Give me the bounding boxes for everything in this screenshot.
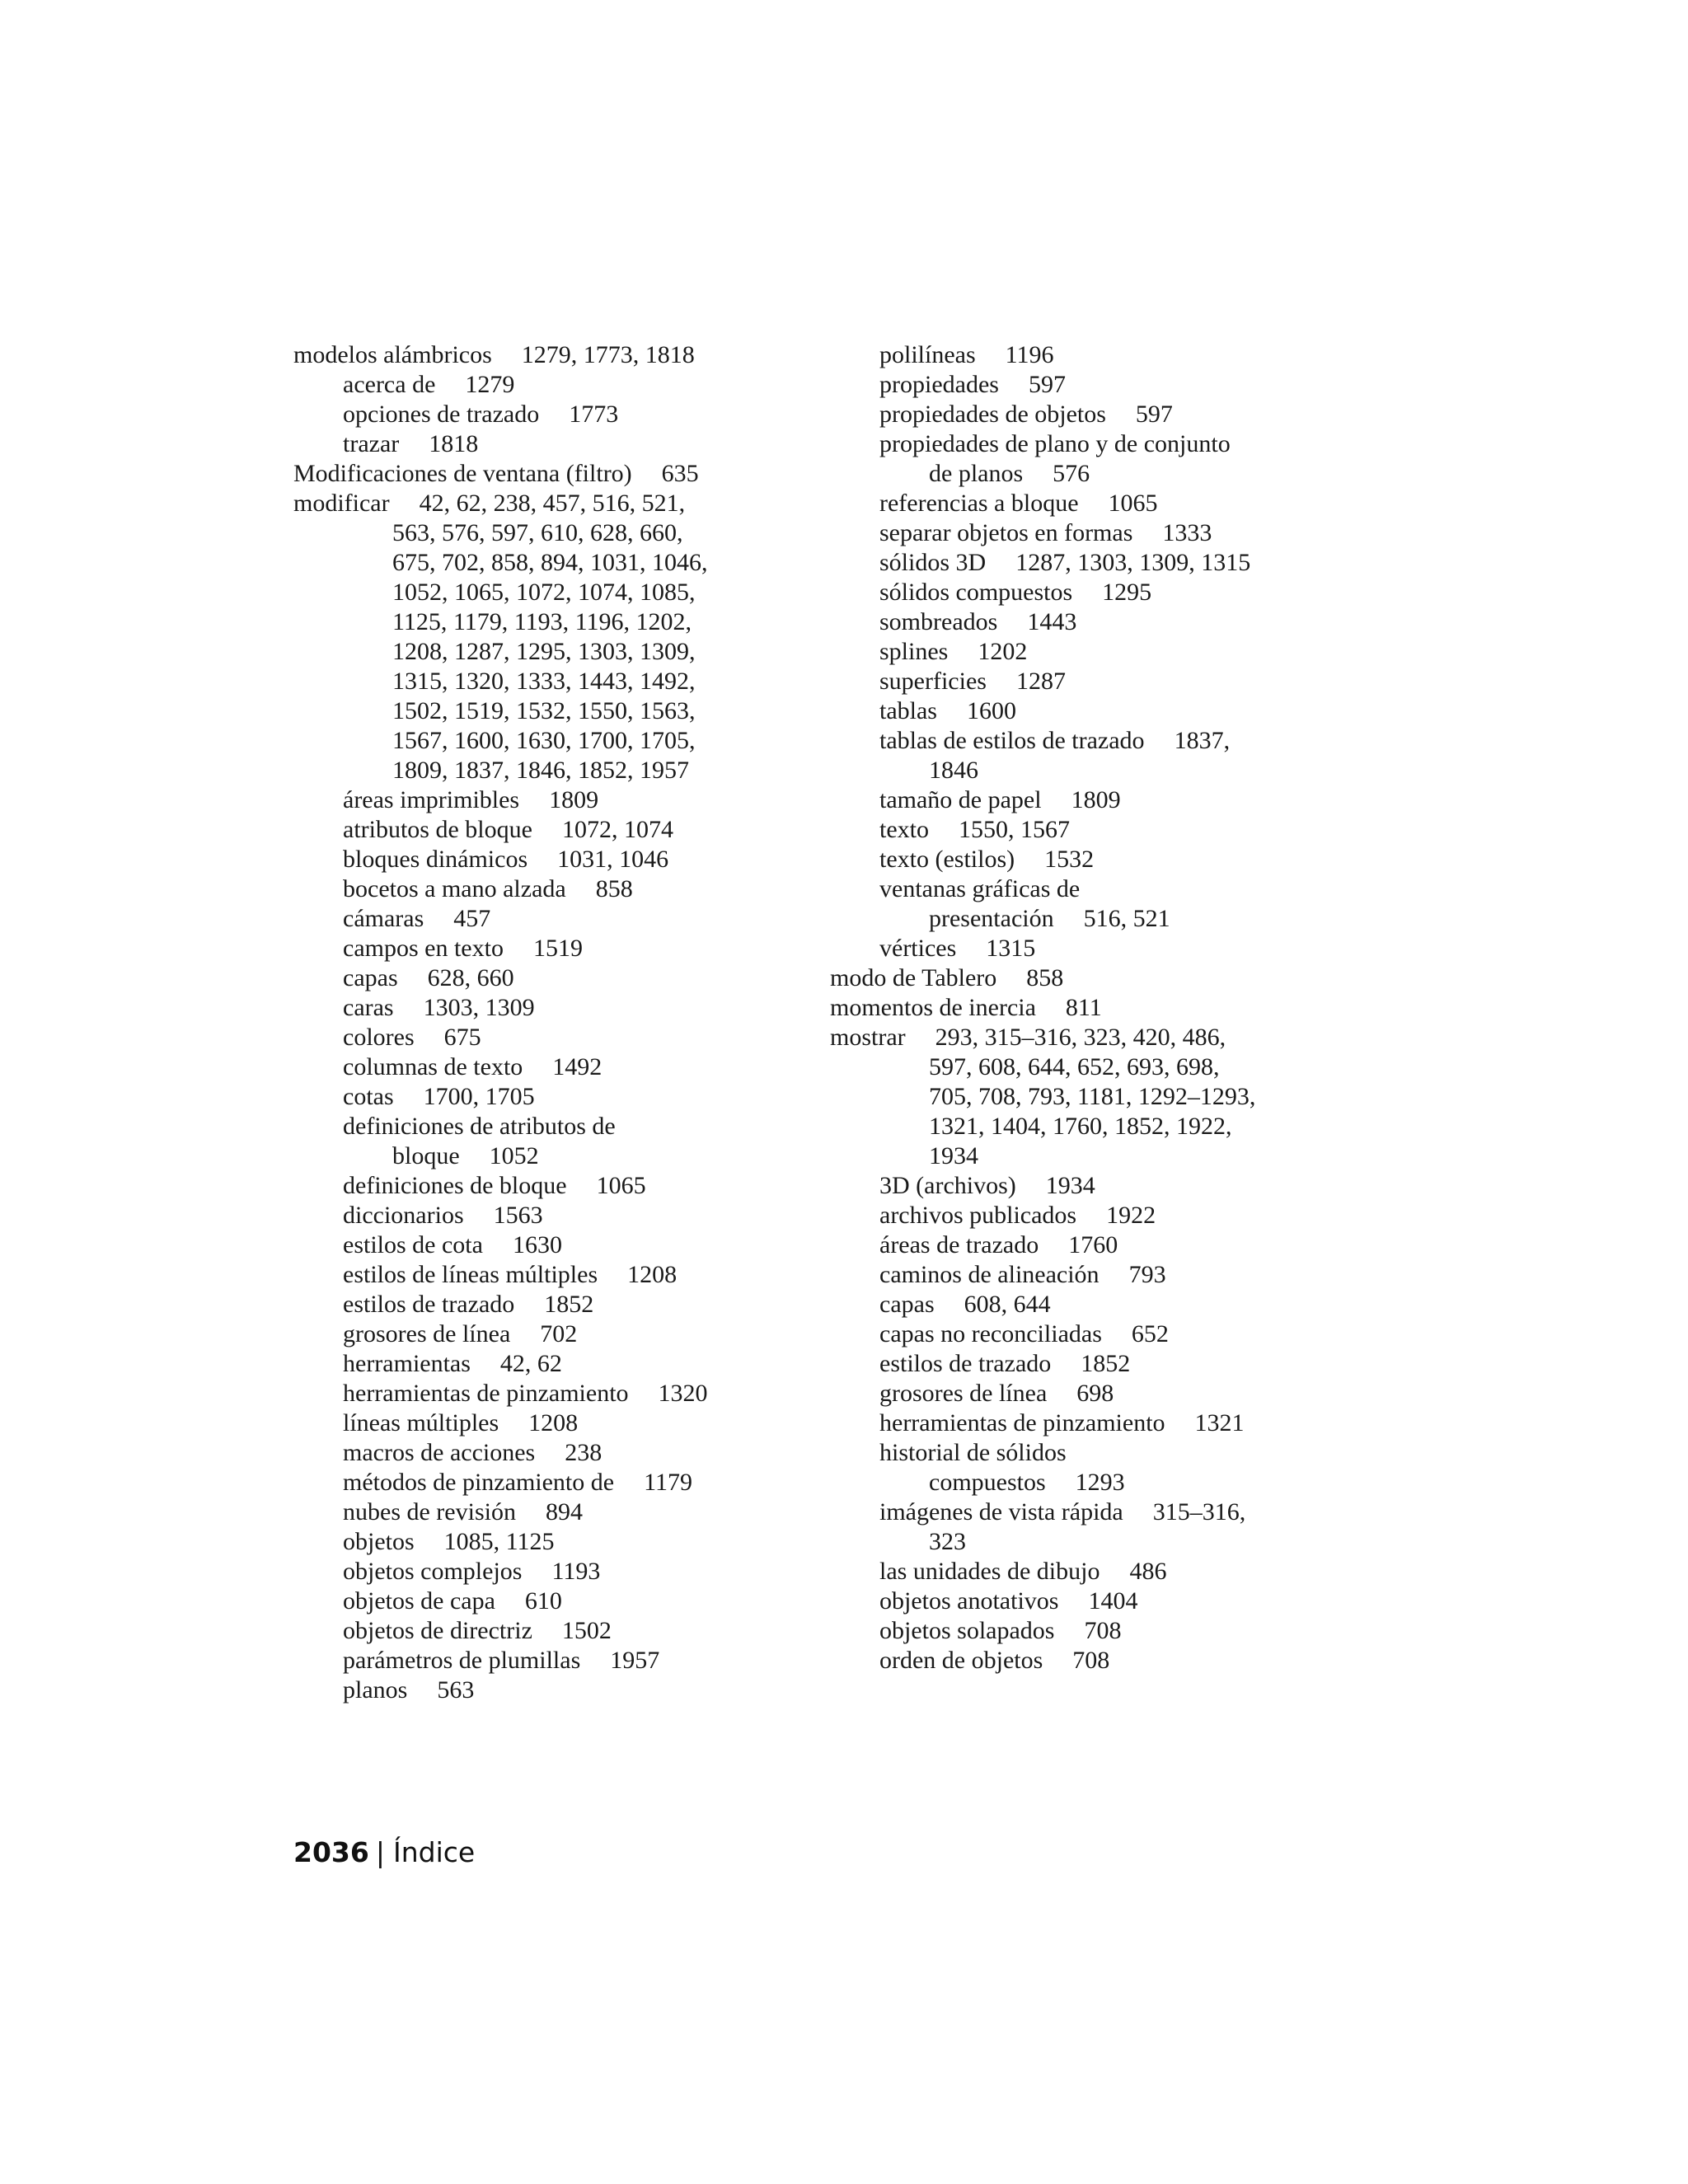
index-page-refs: 1563 [493,1202,543,1229]
index-entry [293,874,804,904]
index-entry [830,667,1357,696]
index-term: propiedades de objetos [879,401,1106,428]
index-term: objetos de capa [343,1587,495,1615]
index-page-refs: 1502 [561,1617,612,1644]
index-entry [293,1408,804,1438]
index-column-right [830,340,1357,1675]
index-page-refs: 1193 [551,1558,601,1585]
index-entry [830,904,1357,934]
index-entry [830,1586,1357,1616]
index-term: sombreados [879,608,998,635]
index-entry [293,1468,804,1497]
index-term: archivos publicados [879,1202,1077,1229]
index-page-refs: 42, 62 [499,1350,562,1377]
index-entry [830,785,1357,815]
index-page-refs: 42, 62, 238, 457, 516, 521, [419,490,686,517]
index-term: colores [343,1024,415,1051]
index-entry [830,1260,1357,1290]
index-term: historial de sólidos [879,1439,1067,1466]
index-page-refs: 293, 315–316, 323, 420, 486, [935,1024,1226,1051]
index-page-refs: 1852 [544,1291,594,1318]
index-entry [830,429,1357,459]
index-entry [293,1260,804,1290]
index-page-refs: 1179 [644,1469,692,1496]
index-term: superficies [879,668,987,695]
index-page-refs: 1279 [465,371,515,398]
index-page-refs: 1630 [512,1231,562,1258]
index-page-refs: 1837, [1174,727,1231,754]
index-term: objetos anotativos [879,1587,1059,1615]
index-page-refs: 1492 [552,1053,603,1080]
index-term: bloque [392,1142,460,1169]
index-entry [293,459,804,489]
index-entry [293,1497,804,1527]
index-term: cámaras [343,905,424,932]
index-entry [293,726,804,756]
index-entry [830,756,1357,785]
index-entry [293,1082,804,1112]
index-page-refs: 1922 [1106,1202,1156,1229]
index-page-refs: 708 [1072,1647,1110,1674]
index-term: líneas múltiples [343,1409,499,1436]
index-page-refs: 1295 [1102,579,1152,606]
index-page-refs: 1320 [658,1380,708,1407]
index-entry [293,400,804,429]
index-page-refs: 1934 [1045,1172,1095,1199]
index-term: orden de objetos [879,1647,1043,1674]
index-entry [293,489,804,518]
index-entry [830,1052,1357,1082]
index-term: estilos de líneas múltiples [343,1261,598,1288]
index-entry [293,518,804,548]
index-entry [293,1112,804,1141]
index-term: definiciones de atributos de [343,1113,616,1140]
index-entry [293,845,804,874]
index-term: trazar [343,430,400,457]
index-term: capas [343,964,398,991]
index-term: áreas de trazado [879,1231,1039,1258]
index-page-refs: 1809 [549,786,599,813]
index-page-refs: 1760 [1068,1231,1118,1258]
index-entry [293,785,804,815]
index-entry [830,1290,1357,1319]
index-page-refs: 315–316, [1152,1498,1246,1526]
index-page-refs: 1085, 1125 [443,1528,555,1555]
index-entry [830,548,1357,578]
index-entry [293,1230,804,1260]
index-entry [830,934,1357,963]
index-entry [830,1349,1357,1379]
index-page-refs: 1773 [569,401,619,428]
index-term: presentación [929,905,1054,932]
index-page-refs: 1287, 1303, 1309, 1315 [1015,549,1251,576]
index-term: texto [879,816,929,843]
index-page-refs: 1072, 1074 [561,816,673,843]
index-term: 1315, 1320, 1333, 1443, 1492, [392,668,696,695]
index-entry [830,1468,1357,1497]
index-entry [830,459,1357,489]
page-footer [293,1836,475,1869]
index-entry [830,607,1357,637]
index-entry [293,607,804,637]
index-entry [293,1290,804,1319]
index-entry [293,815,804,845]
index-column-left [293,340,804,1705]
index-page-refs: 1818 [429,430,479,457]
index-term: bocetos a mano alzada [343,875,566,902]
index-page-refs: 1600 [966,697,1016,724]
index-term: grosores de línea [343,1320,511,1347]
index-entry [830,370,1357,400]
index-term: objetos solapados [879,1617,1055,1644]
index-page-refs: 698 [1076,1380,1114,1407]
index-entry [293,1379,804,1408]
index-entry [830,1171,1357,1201]
index-term: mostrar [830,1024,906,1051]
index-page-refs: 1315 [986,935,1036,962]
index-term: planos [343,1676,408,1704]
index-term: sólidos compuestos [879,579,1073,606]
index-term: 1502, 1519, 1532, 1550, 1563, [392,697,696,724]
index-entry [293,429,804,459]
index-page-refs: 1293 [1075,1469,1125,1496]
index-entry [830,1023,1357,1052]
index-term: nubes de revisión [343,1498,516,1526]
index-page-refs: 858 [1026,964,1064,991]
index-entry [293,1023,804,1052]
index-entry [830,874,1357,904]
index-page-refs: 1052 [489,1142,539,1169]
index-term: 705, 708, 793, 1181, 1292–1293, [929,1083,1256,1110]
index-page-refs: 1532 [1044,846,1095,873]
index-entry [830,1319,1357,1349]
index-page-refs: 1957 [610,1647,660,1674]
index-page-refs: 1550, 1567 [959,816,1070,843]
index-entry [830,1379,1357,1408]
index-entry [293,340,804,370]
index-term: objetos [343,1528,415,1555]
index-entry [293,1052,804,1082]
index-page-refs: 1208 [627,1261,678,1288]
index-entry [830,1408,1357,1438]
index-entry [293,1141,804,1171]
index-term: columnas de texto [343,1053,523,1080]
index-entry [830,1141,1357,1171]
index-term: 1809, 1837, 1846, 1852, 1957 [392,757,689,784]
index-term: objetos complejos [343,1558,523,1585]
index-term: modo de Tablero [830,964,997,991]
index-term: objetos de directriz [343,1617,532,1644]
index-entry [830,963,1357,993]
index-term: cotas [343,1083,394,1110]
index-page-refs: 1852 [1081,1350,1131,1377]
index-term: métodos de pinzamiento de [343,1469,615,1496]
index-page-refs: 1321 [1194,1409,1245,1436]
index-entry [830,489,1357,518]
index-entry [293,1616,804,1646]
index-term: 675, 702, 858, 894, 1031, 1046, [392,549,708,576]
index-entry [293,696,804,726]
index-term: 1208, 1287, 1295, 1303, 1309, [392,638,696,665]
index-entry [293,756,804,785]
index-entry [293,1319,804,1349]
index-page-refs: 608, 644 [964,1291,1051,1318]
index-term: 1321, 1404, 1760, 1852, 1922, [929,1113,1232,1140]
index-term: Modificaciones de ventana (filtro) [293,460,632,487]
index-entry [293,1171,804,1201]
index-entry [830,726,1357,756]
index-term: diccionarios [343,1202,464,1229]
index-term: capas no reconciliadas [879,1320,1102,1347]
index-page-refs: 1208 [528,1409,579,1436]
index-entry [293,934,804,963]
index-entry [293,1438,804,1468]
index-entry [830,400,1357,429]
index-page-refs: 576 [1053,460,1090,487]
index-entry [293,963,804,993]
index-term: modificar [293,490,390,517]
index-entry [830,1497,1357,1527]
index-term: herramientas de pinzamiento [343,1380,629,1407]
index-page-refs: 1065 [596,1172,646,1199]
index-page-refs: 486 [1129,1558,1167,1585]
index-entry [830,1527,1357,1557]
index-entry [293,993,804,1023]
index-page-refs: 652 [1131,1320,1169,1347]
index-page-refs: 457 [453,905,491,932]
index-entry [830,845,1357,874]
index-entry [830,637,1357,667]
index-term: atributos de bloque [343,816,532,843]
index-term: modelos alámbricos [293,341,492,368]
index-term: momentos de inercia [830,994,1036,1021]
index-entry [830,1082,1357,1112]
index-term: splines [879,638,949,665]
index-page-refs: 563 [437,1676,475,1704]
index-entry [830,1438,1357,1468]
index-term: capas [879,1291,935,1318]
index-term: compuestos [929,1469,1046,1496]
page-number: 2036 [293,1836,369,1868]
index-entry [293,1586,804,1616]
index-entry [830,993,1357,1023]
index-entry [830,1616,1357,1646]
index-entry [293,1646,804,1675]
index-page-refs: 610 [524,1587,562,1615]
index-term: opciones de trazado [343,401,540,428]
index-term: estilos de cota [343,1231,483,1258]
index-term: grosores de línea [879,1380,1048,1407]
index-page-refs: 894 [545,1498,583,1526]
footer-separator: | [375,1836,385,1868]
index-term: 323 [929,1528,966,1555]
index-term: 563, 576, 597, 610, 628, 660, [392,519,683,546]
index-page-refs: 597 [1135,401,1173,428]
index-term: sólidos 3D [879,549,987,576]
index-term: 1567, 1600, 1630, 1700, 1705, [392,727,696,754]
index-page-refs: 1279, 1773, 1818 [521,341,695,368]
index-page-refs: 1333 [1162,519,1212,546]
index-term: 597, 608, 644, 652, 693, 698, [929,1053,1220,1080]
index-term: 3D (archivos) [879,1172,1016,1199]
index-term: referencias a bloque [879,490,1079,517]
index-term: campos en texto [343,935,504,962]
index-term: estilos de trazado [343,1291,515,1318]
index-term: acerca de [343,371,436,398]
index-entry [830,578,1357,607]
index-entry [293,370,804,400]
index-term: caras [343,994,394,1021]
index-page-refs: 238 [565,1439,603,1466]
index-page-refs: 1809 [1071,786,1121,813]
index-entry [293,1675,804,1705]
index-entry [293,1527,804,1557]
index-entry [293,1349,804,1379]
index-entry [830,1646,1357,1675]
index-page-refs: 858 [595,875,633,902]
index-page-refs: 1287 [1015,668,1066,695]
index-page-refs: 1519 [532,935,583,962]
index-page-refs: 1196 [1005,341,1054,368]
index-term: vértices [879,935,957,962]
index-term: tablas de estilos de trazado [879,727,1145,754]
index-page-refs: 1303, 1309 [423,994,535,1021]
index-page-refs: 702 [540,1320,578,1347]
index-entry [830,815,1357,845]
index-entry [830,518,1357,548]
index-term: herramientas de pinzamiento [879,1409,1165,1436]
index-entry [830,1112,1357,1141]
index-term: ventanas gráficas de [879,875,1081,902]
index-entry [293,548,804,578]
index-term: 1934 [929,1142,978,1169]
index-term: 1125, 1179, 1193, 1196, 1202, [392,608,692,635]
index-entry [830,1557,1357,1586]
index-entry [293,904,804,934]
index-term: de planos [929,460,1024,487]
index-term: herramientas [343,1350,471,1377]
index-term: tablas [879,697,937,724]
index-term: 1052, 1065, 1072, 1074, 1085, [392,579,696,606]
index-page-refs: 675 [443,1024,481,1051]
index-term: áreas imprimibles [343,786,520,813]
index-term: 1846 [929,757,978,784]
index-entry [830,696,1357,726]
index-page-refs: 1700, 1705 [423,1083,535,1110]
index-page-refs: 516, 521 [1083,905,1170,932]
index-term: parámetros de plumillas [343,1647,581,1674]
index-term: las unidades de dibujo [879,1558,1100,1585]
index-entry [293,1201,804,1230]
index-page-refs: 628, 660 [427,964,514,991]
section-title: Índice [392,1836,476,1868]
index-entry [293,637,804,667]
index-entry [830,340,1357,370]
index-entry [293,578,804,607]
index-term: propiedades [879,371,999,398]
index-page-refs: 1443 [1027,608,1077,635]
index-term: imágenes de vista rápida [879,1498,1123,1526]
index-entry [293,1557,804,1586]
index-entry [293,667,804,696]
index-page-refs: 1065 [1108,490,1158,517]
index-term: bloques dinámicos [343,846,528,873]
index-page-refs: 1404 [1088,1587,1138,1615]
index-term: tamaño de papel [879,786,1042,813]
index-term: macros de acciones [343,1439,536,1466]
index-term: propiedades de plano y de conjunto [879,430,1231,457]
index-page-refs: 708 [1084,1617,1122,1644]
index-term: definiciones de bloque [343,1172,567,1199]
index-entry [830,1230,1357,1260]
index-page-refs: 811 [1065,994,1102,1021]
index-page-refs: 1031, 1046 [557,846,669,873]
index-term: polilíneas [879,341,976,368]
index-term: texto (estilos) [879,846,1015,873]
index-page-refs: 1202 [978,638,1028,665]
index-term: caminos de alineación [879,1261,1100,1288]
index-entry [830,1201,1357,1230]
index-term: estilos de trazado [879,1350,1052,1377]
index-page-refs: 597 [1028,371,1066,398]
index-page-refs: 635 [661,460,699,487]
index-page-refs: 793 [1128,1261,1166,1288]
index-term: separar objetos en formas [879,519,1133,546]
